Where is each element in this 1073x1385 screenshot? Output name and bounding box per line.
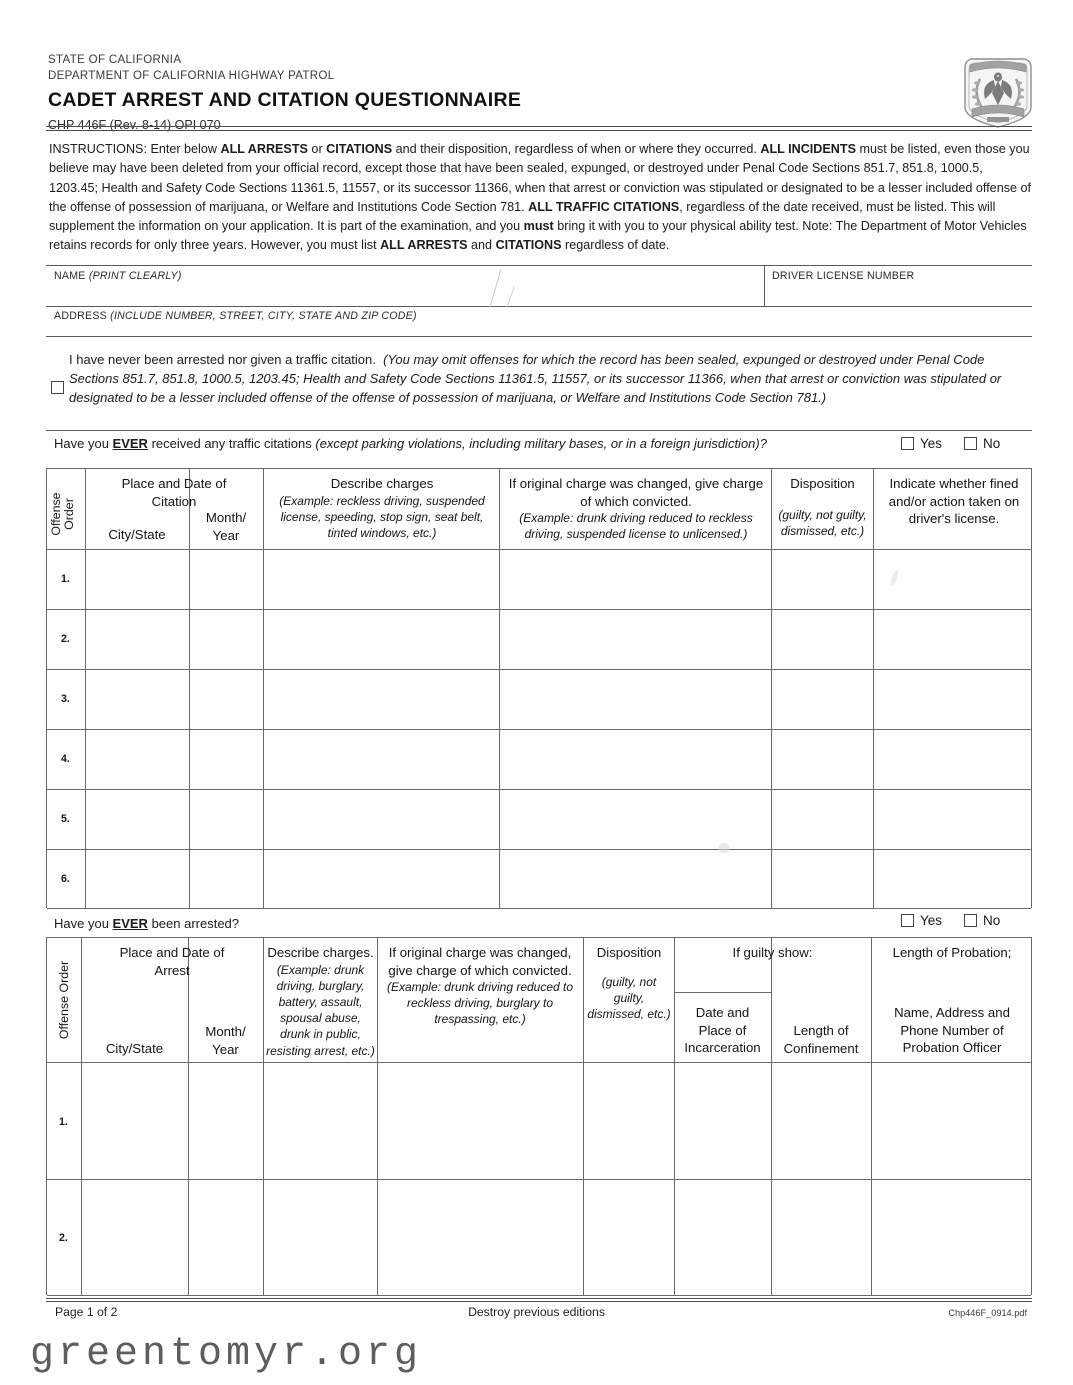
name-input[interactable] xyxy=(54,286,754,304)
table-cell-city-state[interactable] xyxy=(87,851,187,907)
arrest-question-text: Have you EVER been arrested? xyxy=(54,916,240,931)
table-row-number: 1. xyxy=(59,1116,68,1128)
table-row-number: 2. xyxy=(59,1232,68,1244)
table-cell-month-year[interactable] xyxy=(190,1064,261,1178)
chp-seal-icon xyxy=(961,47,1035,129)
arrest-question-row xyxy=(46,911,1032,937)
col-line xyxy=(263,938,264,1296)
table-cell-indicate[interactable] xyxy=(877,851,1031,907)
citations-table xyxy=(46,468,1032,908)
table-cell-changed[interactable] xyxy=(380,1181,580,1294)
instructions-label: INSTRUCTIONS: xyxy=(49,142,147,156)
arrest-col-probation-title: Length of Probation; xyxy=(892,945,1012,960)
table-cell-city-state[interactable] xyxy=(87,731,187,788)
instructions-paragraph: INSTRUCTIONS: Enter below ALL ARRESTS or CITATIONS and their disposition, regardless of when or where they occurred. ALL INCIDENTS must be listed, even those you believe may have been deleted from your official record, except those that have been sealed, expunged, or destroyed under Penal Code Sections 851.7, 851.8, 1000.5, 1203.45; Health and Safety Code Sections 11361.5, 11557, or its successor 11366, when that arrest or conviction was stipulated or designated to be a lesser included offense of the offense of possession of marijuana, or Welfare and Institutions Code Section 781. ALL TRAFFIC CITATIONS, regardless of the date received, must be listed. This will supplement the information on your application. It is part of the examination, and you must bring it with you to your physical ability test. Note: The Department of Motor Vehicles retains records for only three years. However, you must list ALL ARRESTS and CITATIONS regardless of date. xyxy=(49,142,1031,253)
table-cell-city-state[interactable] xyxy=(87,791,187,848)
arrest-col-disposition: Disposition (guilty, not guilty, dismissed, etc.) xyxy=(587,945,671,1021)
table-cell-month-year[interactable] xyxy=(191,611,261,668)
col-line xyxy=(85,469,86,909)
table-cell-changed[interactable] xyxy=(503,611,769,668)
scan-artifact xyxy=(718,843,730,853)
citations-col-disposition: Disposition (guilty, not guilty, dismissed, etc.) xyxy=(778,476,867,538)
form-header xyxy=(48,52,948,132)
table-row-number: 4. xyxy=(61,753,70,765)
table-cell-disposition[interactable] xyxy=(586,1181,672,1294)
citations-col-describe: Describe charges (Example: reckless driving, suspended license, speeding, stop sign, seat belt, tinted windows, etc.) xyxy=(279,476,485,540)
arrest-col-month-year: Month/ Year xyxy=(205,1024,246,1057)
row-line xyxy=(47,789,1031,790)
table-cell-city-state[interactable] xyxy=(87,611,187,668)
driver-license-input[interactable] xyxy=(772,286,1022,304)
table-row-number: 3. xyxy=(61,693,70,705)
table-cell-changed[interactable] xyxy=(503,791,769,848)
arrest-no-option[interactable] xyxy=(964,913,1000,928)
table-cell-probation[interactable] xyxy=(874,1064,1030,1178)
citations-no-checkbox[interactable] xyxy=(964,437,977,450)
address-field-label: ADDRESS (INCLUDE NUMBER, STREET, CITY, STATE AND ZIP CODE) xyxy=(54,310,417,322)
arrest-col-changed: If original charge was changed, give charge of which convicted. (Example: drunk driving reduced to reckless driving, burglary to trespassing, etc.) xyxy=(386,945,574,1027)
table-cell-changed[interactable] xyxy=(503,851,769,907)
arrest-col-describe: Describe charges. (Example: drunk driving, burglary, battery, assault, spousal abuse, drunk in public, resisting arrest, etc.) xyxy=(266,945,375,1058)
arrest-col-incarceration: Date and Place of Incarceration xyxy=(684,1005,761,1055)
citations-col-month-year: Month/ Year xyxy=(205,510,247,543)
page-number: Page 1 of 2 xyxy=(55,1305,118,1319)
table-cell-indicate[interactable] xyxy=(877,551,1031,608)
table-cell-month-year[interactable] xyxy=(191,671,261,728)
sub-row-line xyxy=(674,992,771,993)
table-cell-city-state[interactable] xyxy=(87,671,187,728)
arrest-table xyxy=(46,937,1032,1295)
table-cell-confinement[interactable] xyxy=(773,1064,869,1178)
col-line xyxy=(188,938,189,1296)
never-arrested-checkbox[interactable] xyxy=(51,381,64,394)
table-cell-incarceration[interactable] xyxy=(676,1064,769,1178)
col-line xyxy=(499,469,500,909)
address-row xyxy=(46,307,1032,337)
citations-question-text: Have you EVER received any traffic citations (except parking violations, including military bases, or in a foreign jurisdiction)? xyxy=(54,436,767,451)
citations-no-option[interactable] xyxy=(964,436,1000,451)
arrest-yes-label: Yes xyxy=(920,913,943,928)
citations-offense-order-header: Offense Order xyxy=(49,492,76,536)
col-line xyxy=(771,938,772,1296)
footer-note: Destroy previous editions xyxy=(468,1305,605,1319)
arrest-no-checkbox[interactable] xyxy=(964,914,977,927)
table-cell-indicate[interactable] xyxy=(877,611,1031,668)
table-cell-indicate[interactable] xyxy=(877,671,1031,728)
table-cell-disposition[interactable] xyxy=(774,851,871,907)
table-cell-describe[interactable] xyxy=(266,1064,375,1178)
table-row-number: 2. xyxy=(61,633,70,645)
citations-col-place-date: Place and Date of Citation xyxy=(121,476,227,509)
table-cell-month-year[interactable] xyxy=(190,1181,261,1294)
table-cell-city-state[interactable] xyxy=(87,551,187,608)
table-cell-month-year[interactable] xyxy=(191,551,261,608)
row-line xyxy=(47,1295,1031,1296)
table-cell-disposition[interactable] xyxy=(586,1064,672,1178)
department-name: DEPARTMENT OF CALIFORNIA HIGHWAY PATROL xyxy=(48,70,335,82)
form-number: CHP 446F (Rev. 8-14) OPI 070 xyxy=(48,118,221,132)
arrest-col-if-guilty: If guilty show: xyxy=(732,945,813,960)
citations-col-indicate: Indicate whether fined and/or action taken on driver's license. xyxy=(888,476,1020,526)
table-cell-describe[interactable] xyxy=(267,731,497,788)
row-line xyxy=(47,609,1031,610)
table-cell-probation[interactable] xyxy=(874,1181,1030,1294)
name-dl-row xyxy=(46,265,1032,307)
citations-yes-checkbox[interactable] xyxy=(901,437,914,450)
table-cell-month-year[interactable] xyxy=(191,851,261,907)
citations-col-changed: If original charge was changed, give charge of which convicted. (Example: drunk driving reduced to reckless driving, suspended license to unlicensed.) xyxy=(508,476,764,542)
row-line xyxy=(47,849,1031,850)
arrest-offense-order-header: Offense Order xyxy=(57,960,71,1040)
col-line xyxy=(81,938,82,1296)
col-line xyxy=(873,469,874,909)
table-cell-incarceration[interactable] xyxy=(676,1181,769,1294)
arrest-col-confinement: Length of Confinement xyxy=(783,1023,859,1056)
row-line xyxy=(47,1062,1031,1063)
footer-divider xyxy=(46,1298,1032,1302)
table-cell-month-year[interactable] xyxy=(191,791,261,848)
arrest-col-probation-officer: Name, Address and Phone Number of Probation Officer xyxy=(894,1005,1010,1055)
table-cell-describe[interactable] xyxy=(267,551,497,608)
citations-yes-label: Yes xyxy=(920,436,943,451)
row-line xyxy=(47,908,1031,909)
table-cell-describe[interactable] xyxy=(267,611,497,668)
table-cell-confinement[interactable] xyxy=(773,1181,869,1294)
arrest-yes-checkbox[interactable] xyxy=(901,914,914,927)
citations-question-row xyxy=(46,430,1032,468)
header-divider xyxy=(46,126,1032,131)
citations-yes-option[interactable] xyxy=(901,436,942,451)
arrest-col-city-state: City/State xyxy=(105,1041,164,1056)
arrest-yes-option[interactable] xyxy=(901,913,942,928)
table-cell-disposition[interactable] xyxy=(774,551,871,608)
arrest-col-place-date: Place and Date of Arrest xyxy=(119,945,225,978)
table-cell-describe[interactable] xyxy=(267,851,497,907)
col-line xyxy=(189,469,190,909)
row-line xyxy=(47,1179,1031,1180)
table-row-number: 6. xyxy=(61,873,70,885)
dl-field-label: DRIVER LICENSE NUMBER xyxy=(772,270,915,282)
table-cell-indicate[interactable] xyxy=(877,731,1031,788)
table-cell-disposition[interactable] xyxy=(774,611,871,668)
col-line xyxy=(871,938,872,1296)
table-cell-month-year[interactable] xyxy=(191,731,261,788)
table-row-number: 5. xyxy=(61,813,70,825)
table-cell-changed[interactable] xyxy=(503,731,769,788)
table-cell-city-state[interactable] xyxy=(83,1064,186,1178)
name-dl-divider xyxy=(764,266,765,306)
page-title: CADET ARREST AND CITATION QUESTIONNAIRE xyxy=(48,89,522,111)
table-cell-indicate[interactable] xyxy=(877,791,1031,848)
row-line xyxy=(47,729,1031,730)
citations-no-label: No xyxy=(983,436,1001,451)
table-cell-city-state[interactable] xyxy=(83,1181,186,1294)
col-line xyxy=(263,469,264,909)
col-line xyxy=(771,469,772,909)
site-watermark: greentomyr.org xyxy=(30,1332,423,1377)
table-cell-changed[interactable] xyxy=(503,671,769,728)
never-arrested-text: I have never been arrested nor given a traffic citation. (You may omit offenses for which the record has been sealed, expunged or destroyed under Penal Code Sections 851.7, 851.8, 1000.5, 1203.45; Health and Safety Code Sections 11361.5, 11557, or its successor 11366, when that arrest or conviction was stipulated or designated to be a lesser included offense of the offense of possession of marijuana, or Welfare and Institutions Code Section 781.) xyxy=(69,352,1002,406)
row-line xyxy=(47,549,1031,550)
table-cell-disposition[interactable] xyxy=(774,731,871,788)
table-row-number: 1. xyxy=(61,573,70,585)
table-cell-disposition[interactable] xyxy=(774,791,871,848)
table-cell-describe[interactable] xyxy=(267,791,497,848)
name-field-label: NAME (PRINT CLEARLY) xyxy=(54,270,182,282)
table-cell-describe[interactable] xyxy=(267,671,497,728)
footer-filename: Chp446F_0914.pdf xyxy=(948,1308,1027,1318)
row-line xyxy=(47,669,1031,670)
arrest-no-label: No xyxy=(983,913,1001,928)
address-input[interactable] xyxy=(54,323,1014,336)
citations-col-city-state: City/State xyxy=(108,527,166,542)
never-arrested-declaration xyxy=(46,350,1032,428)
state-name: STATE OF CALIFORNIA xyxy=(48,54,182,66)
col-line xyxy=(377,938,378,1296)
col-line xyxy=(583,938,584,1296)
table-cell-changed[interactable] xyxy=(503,551,769,608)
table-cell-disposition[interactable] xyxy=(774,671,871,728)
table-cell-changed[interactable] xyxy=(380,1064,580,1178)
table-cell-describe[interactable] xyxy=(266,1181,375,1294)
